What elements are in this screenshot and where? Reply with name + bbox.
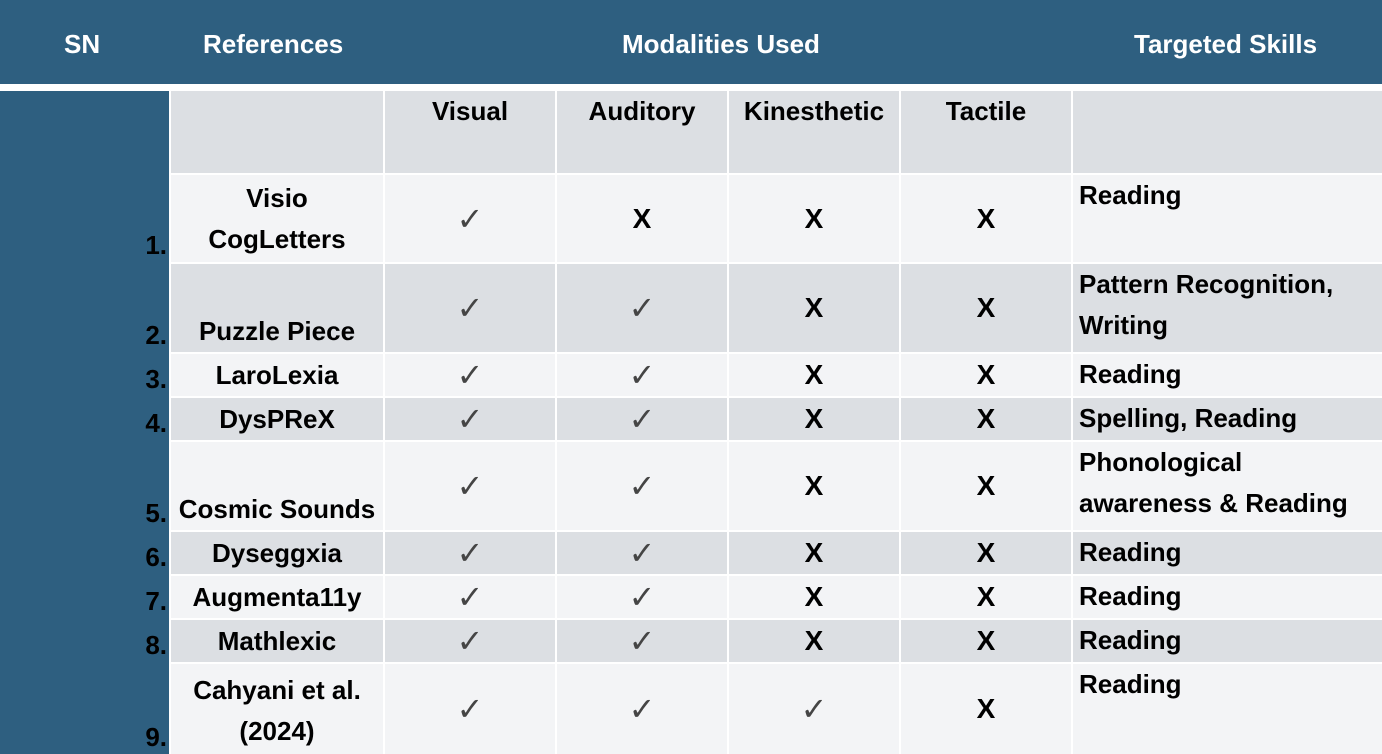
subheader-blank (171, 91, 383, 173)
mark-cell-visual (385, 664, 555, 754)
check-icon: ✓ (628, 467, 656, 505)
reference-line: Augmenta11y (192, 582, 362, 612)
skills-cell (1073, 442, 1382, 530)
mark-cell-auditory (557, 620, 727, 662)
sn-number: 3. (145, 364, 167, 394)
sn-number: 7. (145, 586, 167, 616)
mark-cell-kinesthetic (729, 354, 899, 396)
skills-cell (1073, 175, 1382, 262)
subheader-label: Auditory (588, 96, 696, 126)
skill-line: Spelling, Reading (1079, 403, 1298, 433)
check-icon: ✓ (628, 289, 656, 327)
mark-cell-auditory (557, 354, 727, 396)
mark-cell-visual (385, 264, 555, 352)
skill-line: Reading (1079, 669, 1182, 699)
skills-cell (1073, 264, 1382, 352)
subheader-auditory (557, 91, 727, 173)
cross-icon: X (804, 581, 824, 612)
reference-cell (171, 532, 383, 574)
mark-cell-kinesthetic (729, 576, 899, 618)
reference-line: Visio (246, 183, 308, 213)
check-icon: ✓ (628, 622, 656, 660)
mark-cell-kinesthetic (729, 175, 899, 262)
reference-cell (171, 664, 383, 754)
subheader-label: Kinesthetic (743, 96, 885, 126)
reference-text (171, 355, 383, 396)
check-icon: ✓ (456, 289, 484, 327)
cross-icon: X (976, 403, 996, 434)
mark-cell-kinesthetic (729, 620, 899, 662)
subheader-visual (385, 91, 555, 173)
reference-line: Puzzle Piece (198, 316, 356, 346)
mark-cell-tactile (901, 576, 1071, 618)
subheader-label: Visual (431, 96, 509, 126)
check-icon: ✓ (628, 578, 656, 616)
check-icon: ✓ (800, 690, 828, 728)
cross-icon: X (976, 470, 996, 501)
sn-number: 2. (145, 320, 167, 350)
mark-cell-tactile (901, 664, 1071, 754)
cross-icon: X (804, 470, 824, 501)
mark-cell-visual (385, 175, 555, 262)
cross-icon: X (976, 202, 996, 234)
header-gap (0, 84, 1382, 91)
skills-cell (1073, 354, 1382, 396)
reference-line: Mathlexic (217, 626, 337, 656)
mark-cell-auditory (557, 664, 727, 754)
cross-icon: X (632, 202, 652, 234)
mark-cell-auditory (557, 576, 727, 618)
cross-icon: X (976, 625, 996, 656)
skill-line: Reading (1079, 581, 1182, 611)
reference-text (171, 311, 383, 352)
mark-cell-visual (385, 620, 555, 662)
subheader-kinesthetic (729, 91, 899, 173)
reference-cell (171, 354, 383, 396)
reference-text (171, 489, 383, 530)
check-icon: ✓ (456, 356, 484, 394)
sn-cell (0, 175, 169, 262)
mark-cell-tactile (901, 442, 1071, 530)
subheader-tactile (901, 91, 1071, 173)
mark-cell-tactile (901, 354, 1071, 396)
reference-text (171, 621, 383, 662)
skill-line: Reading (1079, 625, 1182, 655)
reference-line: (2024) (239, 716, 315, 746)
mark-cell-visual (385, 398, 555, 440)
check-icon: ✓ (628, 534, 656, 572)
reference-line: DysPReX (219, 404, 335, 434)
cross-icon: X (976, 359, 996, 390)
skill-line: Writing (1079, 310, 1169, 340)
reference-cell (171, 620, 383, 662)
cross-icon: X (804, 359, 824, 390)
skills-cell (1073, 576, 1382, 618)
subheader-blank-skills (1073, 91, 1382, 173)
skill-line: Reading (1079, 180, 1182, 210)
mark-cell-tactile (901, 620, 1071, 662)
check-icon: ✓ (456, 690, 484, 728)
cross-icon: X (976, 581, 996, 612)
sn-cell (0, 664, 169, 754)
reference-text (171, 399, 383, 440)
mark-cell-tactile (901, 264, 1071, 352)
header-references: References (203, 29, 344, 59)
skills-cell (1073, 620, 1382, 662)
skill-line: Pattern Recognition, (1079, 269, 1334, 299)
reference-cell (171, 175, 383, 262)
header-targeted-skills: Targeted Skills (1134, 29, 1318, 59)
sn-cell (0, 398, 169, 440)
sn-number: 1. (145, 230, 167, 260)
reference-line: Dyseggxia (211, 538, 343, 568)
skill-line: awareness & Reading (1079, 488, 1348, 518)
reference-cell (171, 442, 383, 530)
sn-cell (0, 620, 169, 662)
reference-line: CogLetters (208, 224, 346, 254)
header-modalities: Modalities Used (622, 29, 820, 59)
table-header (0, 0, 1382, 84)
check-icon: ✓ (456, 622, 484, 660)
reference-text (171, 670, 383, 752)
check-icon: ✓ (628, 690, 656, 728)
sn-cell (0, 532, 169, 574)
sn-number: 6. (145, 542, 167, 572)
sn-cell (0, 354, 169, 396)
sn-cell (0, 576, 169, 618)
sn-number: 8. (145, 630, 167, 660)
skills-cell (1073, 664, 1382, 754)
mark-cell-kinesthetic (729, 532, 899, 574)
check-icon: ✓ (456, 534, 484, 572)
mark-cell-kinesthetic (729, 264, 899, 352)
check-icon: ✓ (628, 400, 656, 438)
cross-icon: X (804, 202, 824, 234)
cross-icon: X (804, 292, 824, 323)
mark-cell-visual (385, 442, 555, 530)
reference-line: LaroLexia (215, 360, 339, 390)
reference-text (171, 533, 383, 574)
check-icon: ✓ (628, 356, 656, 394)
skill-line: Reading (1079, 359, 1182, 389)
mark-cell-visual (385, 354, 555, 396)
mark-cell-tactile (901, 532, 1071, 574)
cross-icon: X (804, 625, 824, 656)
skills-cell (1073, 398, 1382, 440)
header-sn: SN (64, 29, 101, 59)
reference-line: Cosmic Sounds (178, 494, 376, 524)
mark-cell-kinesthetic (729, 664, 899, 754)
cross-icon: X (804, 403, 824, 434)
reference-line: Cahyani et al. (193, 675, 361, 705)
reference-cell (171, 398, 383, 440)
check-icon: ✓ (456, 400, 484, 438)
reference-cell (171, 576, 383, 618)
subheader-label: Tactile (945, 96, 1027, 126)
cross-icon: X (976, 693, 996, 724)
sn-cell (0, 264, 169, 352)
reference-text (171, 178, 383, 260)
mark-cell-auditory (557, 398, 727, 440)
check-icon: ✓ (456, 578, 484, 616)
sn-number: 5. (145, 498, 167, 528)
mark-cell-kinesthetic (729, 398, 899, 440)
mark-cell-kinesthetic (729, 442, 899, 530)
reference-text (171, 577, 383, 618)
mark-cell-auditory (557, 264, 727, 352)
cross-icon: X (976, 537, 996, 568)
sn-number: 4. (145, 408, 167, 438)
skill-line: Reading (1079, 537, 1182, 567)
mark-cell-visual (385, 532, 555, 574)
cross-icon: X (804, 537, 824, 568)
mark-cell-auditory (557, 175, 727, 262)
mark-cell-auditory (557, 442, 727, 530)
cross-icon: X (976, 292, 996, 323)
sn-cell (0, 442, 169, 530)
check-icon: ✓ (456, 467, 484, 505)
mark-cell-tactile (901, 175, 1071, 262)
reference-cell (171, 264, 383, 352)
mark-cell-tactile (901, 398, 1071, 440)
sn-number: 9. (145, 722, 167, 752)
mark-cell-auditory (557, 532, 727, 574)
skills-cell (1073, 532, 1382, 574)
check-icon: ✓ (456, 199, 484, 238)
skill-line: Phonological (1079, 447, 1243, 477)
mark-cell-visual (385, 576, 555, 618)
